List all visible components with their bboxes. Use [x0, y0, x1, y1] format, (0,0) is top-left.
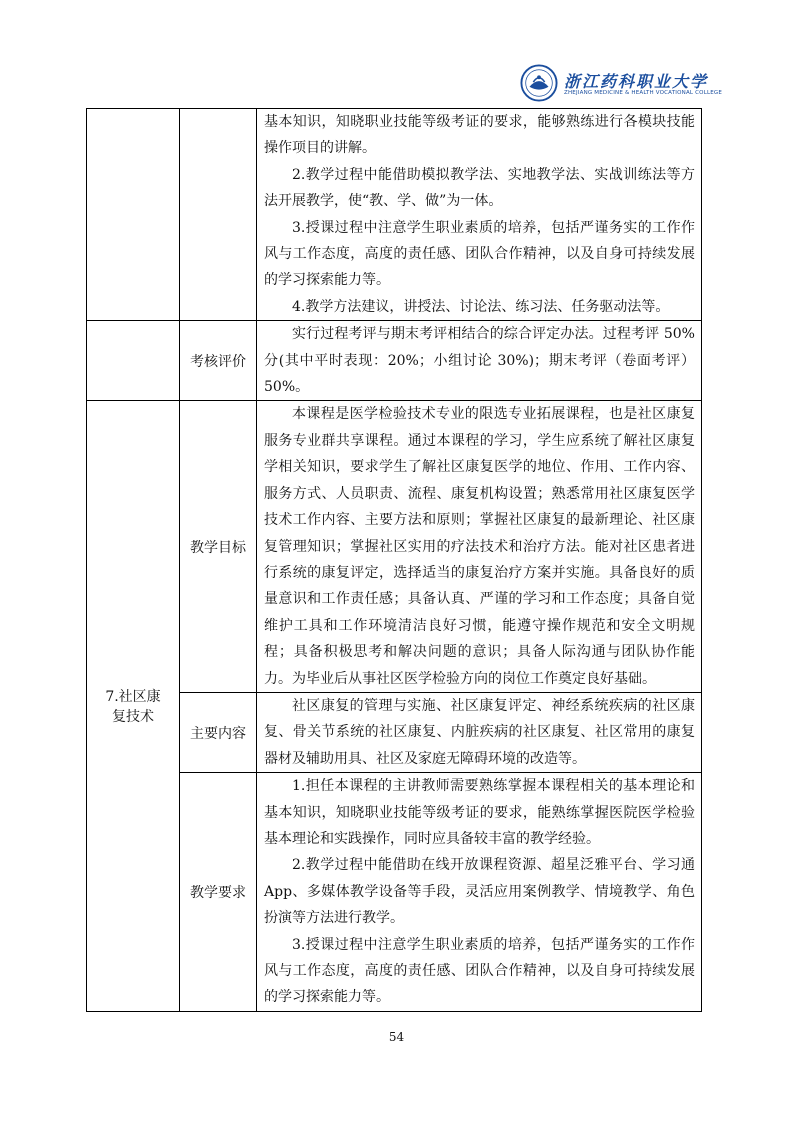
assessment-cell [257, 321, 702, 401]
teaching-goal-text: 本课程是医学检验技术专业的限选专业拓展课程，也是社区康复服务专业群共享课程。通过本课程的学习，学生应系统了解社区康复学相关知识，要求学生了解社区康复医学的地位、作用、工作内容、服务方式、人员职责、流程、康复机构设置；熟悉常用社区康复医学技术工作内容、主要方法和原则；掌握社区康复的最新理论、社区康复管理知识；掌握社区实用的疗法技术和治疗方法。能对社区患者进行系统的康复评定，选择适当的康复治疗方案并实施。具备良好的质量意识和工作责任感；具备认真、严谨的学习和工作态度；具备自觉维护工具和工作环境清洁良好习惯，能遵守操作规范和安全文明规程；具备积极思考和解决问题的意识；具备人际沟通与团队协作能力。为毕业后从事社区医学检验方向的岗位工作奠定良好基础。 [264, 406, 695, 687]
teaching-goal-label: 教学目标 [180, 401, 257, 692]
teaching-requirements-cell [257, 109, 702, 321]
table-row [87, 401, 702, 692]
assessment-text: 实行过程考评与期末考评相结合的综合评定办法。过程考评 50%分(其中平时表现：20%；小组讨论 30%)；期末考评（卷面考评）50%。 [264, 326, 695, 396]
requirement-continued: 基本知识，知晓职业技能等级考证的要求，能够熟练进行各模块技能操作项目的讲解。 [264, 114, 695, 157]
requirement-item: 2.教学过程中能借助在线开放课程资源、超星泛雅平台、学习通App、多媒体教学设备等手段，灵活应用案例教学、情境教学、角色扮演等方法进行教学。 [264, 857, 695, 927]
table-row [87, 773, 702, 1012]
college-emblem-icon [520, 64, 558, 102]
table-row [87, 109, 702, 321]
teaching-requirements-cell [257, 773, 702, 1012]
main-content-cell [257, 692, 702, 772]
logo-chinese-name: 浙江药科职业大学 [564, 72, 709, 91]
college-logo [520, 62, 723, 108]
table-row [87, 692, 702, 772]
empty-course-cell [87, 109, 180, 321]
empty-label-cell [180, 109, 257, 321]
requirement-item: 1.担任本课程的主讲教师需要熟练掌握本课程相关的基本理论和基本知识，知晓职业技能等级考证的要求，能熟练掌握医院医学检验基本理论和实践操作，同时应具备较丰富的教学经验。 [264, 778, 695, 847]
page-number: 54 [388, 1030, 405, 1044]
course-table [86, 108, 702, 1012]
logo-english-name: ZHEJIANG MEDICINE & HEALTH VOCATIONAL COLLEGE [564, 90, 723, 96]
teaching-goal-cell [257, 401, 702, 692]
main-content-text: 社区康复的管理与实施、社区康复评定、神经系统疾病的社区康复、骨关节系统的社区康复、内脏疾病的社区康复、社区常用的康复器材及辅助用具、社区及家庭无障碍环境的改造等。 [264, 697, 695, 767]
course-name: 7.社区康复技术 [87, 401, 180, 1011]
requirement-item: 3.授课过程中注意学生职业素质的培养，包括严谨务实的工作作风与工作态度，高度的责任感、团队合作精神，以及自身可持续发展的学习探索能力等。 [264, 936, 695, 1006]
table-row [87, 321, 702, 401]
empty-course-cell [87, 321, 180, 401]
requirement-item: 4.教学方法建议，讲授法、讨论法、练习法、任务驱动法等。 [292, 298, 670, 315]
main-content-label: 主要内容 [180, 692, 257, 772]
assessment-label: 考核评价 [180, 321, 257, 401]
requirement-item: 2.教学过程中能借助模拟教学法、实地教学法、实战训练法等方法开展教学，使“教、学、做”为一体。 [264, 166, 695, 210]
teaching-requirements-label: 教学要求 [180, 773, 257, 1012]
requirement-item: 3.授课过程中注意学生职业素质的培养，包括严谨务实的工作作风与工作态度，高度的责任感、团队合作精神，以及自身可持续发展的学习探索能力等。 [264, 219, 695, 289]
